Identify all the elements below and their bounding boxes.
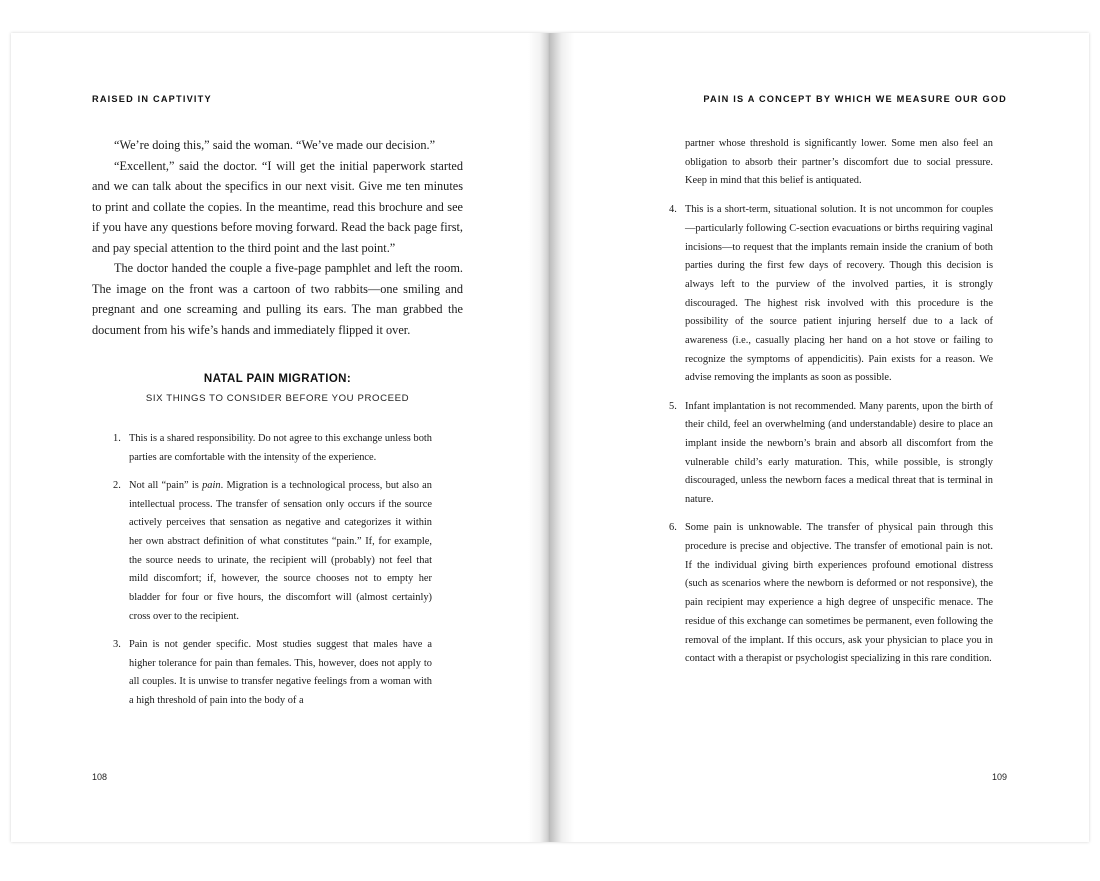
- running-head: RAISED IN CAPTIVITY: [92, 94, 212, 104]
- page-number: 108: [92, 772, 108, 782]
- body-text: [92, 135, 463, 340]
- list-item-text: Infant implantation is not recommended. Many parents, upon the birth of their child, feel an overwhelming (and understandable) desire to place an implant inside the newborn’s brain and absorb all discomfort from the vulnerable child’s early maturation. This, while possible, is strongly discouraged, unless the newborn faces a medical threat that is terminal in nature.: [685, 400, 993, 506]
- gutter-shadow: [528, 33, 550, 842]
- paragraph: “Excellent,” said the doctor. “I will get the initial paperwork started and we can talk about the specifics in our next visit. Give me ten minutes to print and collate the copies. In the meantime, read this brochure and see if you have any questions before moving forward. Read the back page first, and pay special attention to the third point and the last point.”: [92, 158, 463, 255]
- section-heading: [92, 373, 463, 404]
- numbered-list: [113, 430, 432, 720]
- list-item-text: This is a shared responsibility. Do not agree to this exchange unless both parties are comfortable with the intensity of the experience.: [129, 433, 432, 463]
- list-item-text-end: . Migration is a technological process, but also an intellectual process. The transfer of sensation only occurs if the source actively perceives that sensation as negative and categorizes it within her own abstract definition of what constitutes “pain.” If, for example, the source needs to urinate, the recipient will (probably) not feel that mild discomfort; if, however, the source chooses not to empty her bladder for four or five hours, the discomfort will (almost certainly) cross over to the recipient.: [129, 479, 432, 622]
- list-item: [113, 477, 432, 627]
- list-number: 4.: [669, 204, 677, 216]
- list-item: [669, 519, 993, 669]
- numbered-list: [669, 135, 993, 678]
- list-number: 6.: [669, 522, 677, 534]
- list-item: [669, 201, 993, 388]
- list-item-text: [129, 480, 432, 622]
- book-spread: [11, 33, 1089, 842]
- list-number: 2.: [113, 479, 121, 491]
- paragraph: The doctor handed the couple a five-page pamphlet and left the room. The image on the front was a cartoon of two rabbits—one smiling and pregnant and one screaming and pulling its ears. The man grabbed the document from his wife’s hands and immediately flipped it over.: [92, 261, 463, 337]
- list-item-continuation: partner whose threshold is significantly lower. Some men also feel an obligation to absorb their partner’s discomfort due to social pressure. Keep in mind that this belief is antiquated.: [685, 138, 993, 187]
- list-item: [113, 636, 432, 711]
- list-item-text: This is a short-term, situational solution. It is not uncommon for couples—particularly following C-section evacuations or births requiring vaginal incisions—to request that the implants remain inside the cranium of both parties during the first few days of recovery. Though this decision is always left to the purview of the involved parties, it is strongly discouraged. The highest risk involved with this procedure is the possibility of the source patient injuring herself due to a lack of awareness (i.e., casually placing her hand on a hot stove or failing to recognize the symptoms of appendicitis). Pain exists for a reason. We advise removing the implants as soon as possible.: [685, 204, 993, 384]
- list-item-text: Pain is not gender specific. Most studies suggest that males have a higher tolerance for pain than females. This, however, does not apply to all couples. It is unwise to transfer negative feelings from a woman with a high threshold of pain into the body of a: [129, 639, 432, 707]
- section-subtitle: SIX THINGS TO CONSIDER BEFORE YOU PROCEED: [145, 393, 410, 404]
- list-number: 5.: [669, 400, 677, 412]
- emphasis: pain: [202, 479, 221, 491]
- running-head: PAIN IS A CONCEPT BY WHICH WE MEASURE OUR GOD: [703, 94, 1007, 104]
- list-item-text-start: Not all “pain” is: [129, 479, 203, 491]
- gutter-shadow: [550, 33, 574, 842]
- section-title: NATAL PAIN MIGRATION:: [203, 373, 352, 385]
- right-page: [550, 33, 1089, 842]
- list-item: [669, 398, 993, 510]
- list-number: 1.: [113, 433, 121, 444]
- page-number: 109: [991, 772, 1007, 782]
- list-item-text: Some pain is unknowable. The transfer of physical pain through this procedure is precise and objective. The transfer of emotional pain is not. If the individual giving birth experiences profound emotional distress (such as scenarios where the newborn is deformed or not responsive), the pain recipient may experience a high degree of unspecific menace. The residue of this exchange can sometimes be permanent, even following the removal of the implant. If this occurs, ask your physician to place you in contact with a therapist or psychologist specializing in this rare condition.: [685, 522, 993, 665]
- list-number: 3.: [113, 639, 121, 651]
- paragraph: “We’re doing this,” said the woman. “We’ve made our decision.”: [114, 138, 436, 152]
- left-page: [11, 33, 550, 842]
- list-item: [113, 430, 432, 467]
